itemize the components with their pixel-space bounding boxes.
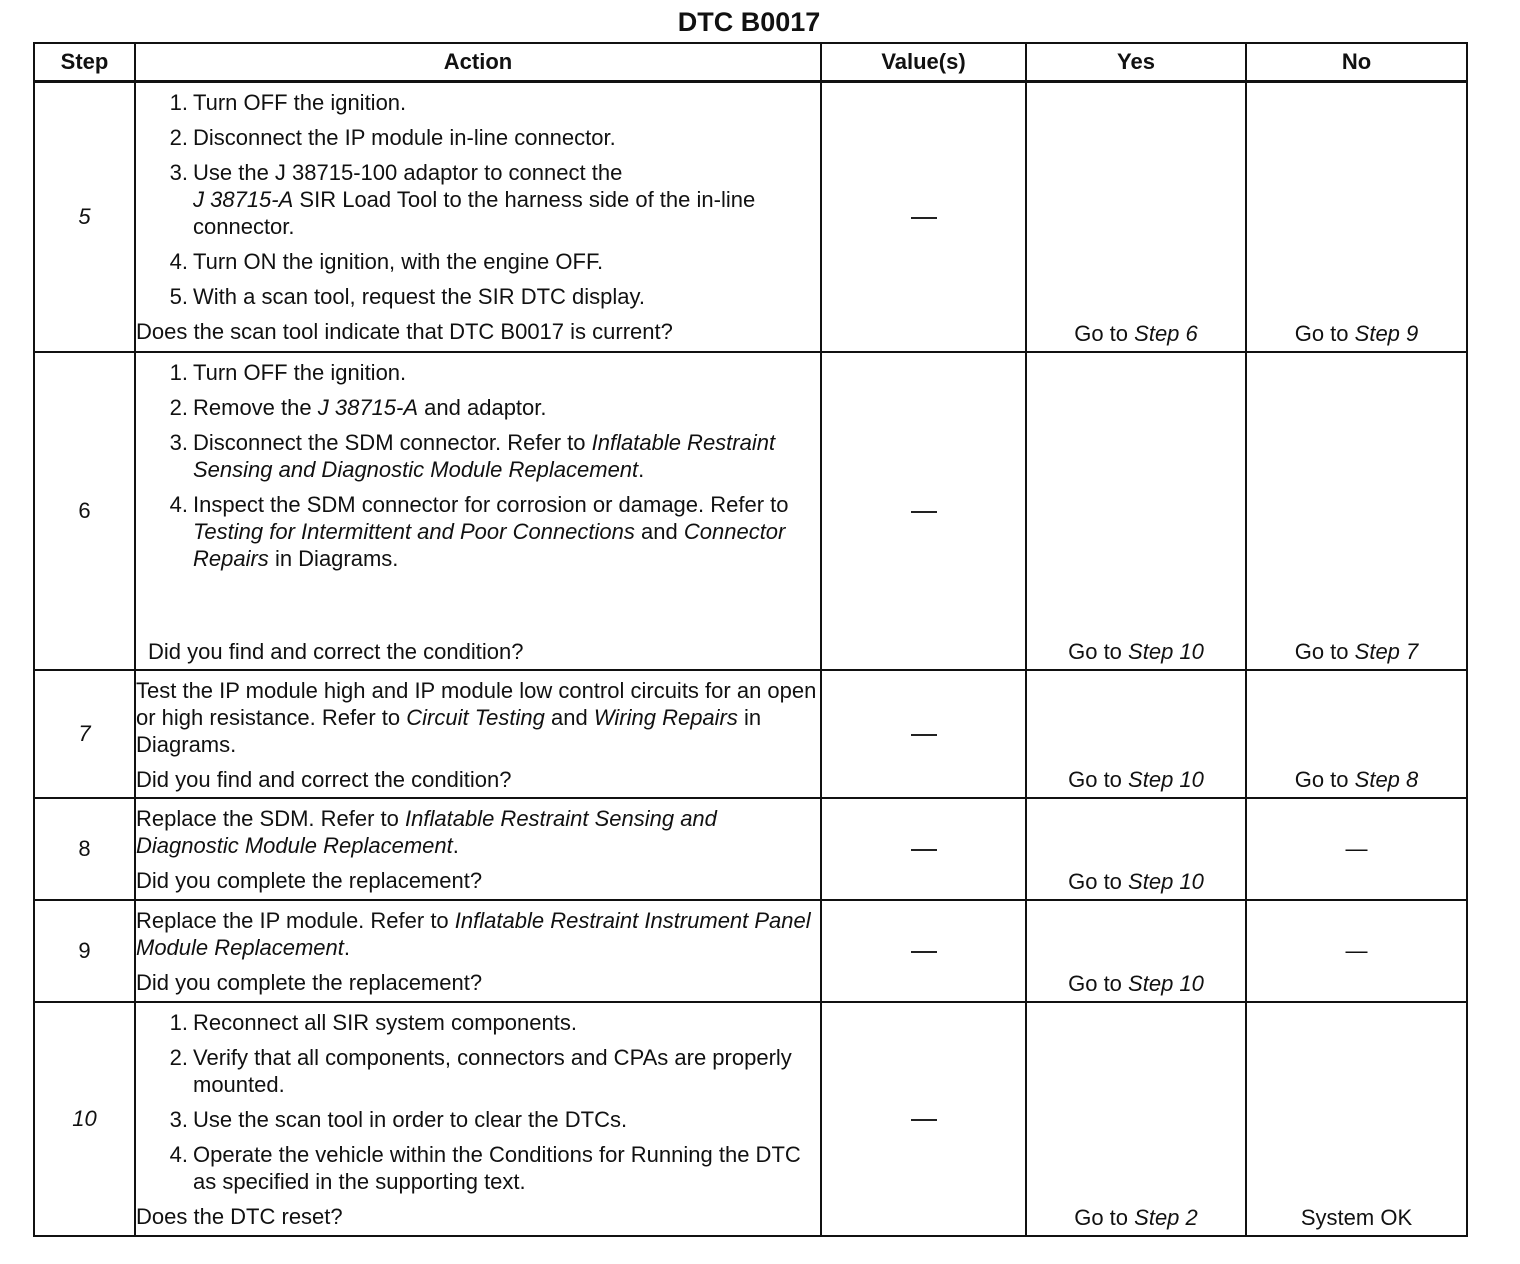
- table-row: [34, 670, 1467, 798]
- header-values: Value(s): [821, 43, 1026, 82]
- no-cell: [1246, 352, 1467, 670]
- doc-reference[interactable]: Inflatable Restraint Sensing and Diagnostic Module Replacement: [193, 429, 776, 482]
- no-goto[interactable]: Go to Step 9: [1294, 320, 1419, 346]
- action-question: Did you find and correct the condition?: [136, 766, 512, 792]
- no-result: System OK: [1300, 1204, 1413, 1230]
- list-item: 3. Disconnect the SDM connector. Refer to Inflatable Restraint Sensing and Diagnostic Module Replacement.: [169, 429, 776, 482]
- action-question: Does the DTC reset?: [136, 1203, 343, 1229]
- no-value: —: [1345, 937, 1368, 963]
- action-cell: [135, 900, 821, 1002]
- yes-goto[interactable]: Go to Step 2: [1074, 1204, 1198, 1230]
- value-cell: [821, 900, 1026, 1002]
- header-step: Step: [34, 43, 135, 82]
- action-question: Did you find and correct the condition?: [148, 638, 524, 664]
- step-cell: [34, 670, 135, 798]
- action-text: Replace the SDM. Refer to Inflatable Restraint Sensing and Diagnostic Module Replacement.: [136, 805, 717, 858]
- step-cell: [34, 900, 135, 1002]
- step-cell: [34, 82, 135, 352]
- step-cell: [34, 352, 135, 670]
- table-row: [34, 82, 1467, 352]
- list-item: 2. Verify that all components, connectors and CPAs are properly mounted.: [169, 1044, 792, 1097]
- yes-cell: [1026, 670, 1246, 798]
- diagnostic-table: [33, 42, 1468, 1237]
- action-question: Did you complete the replacement?: [136, 867, 483, 893]
- action-cell: [135, 352, 821, 670]
- step-number: 10: [72, 1105, 97, 1131]
- action-steps-list: [136, 359, 820, 572]
- action-cell: [135, 670, 821, 798]
- yes-goto[interactable]: Go to Step 6: [1074, 320, 1198, 346]
- list-item: 4. Operate the vehicle within the Conditions for Running the DTC as specified in the supporting text.: [169, 1141, 801, 1194]
- action-steps-list: [136, 89, 820, 310]
- yes-cell: [1026, 82, 1246, 352]
- header-yes: Yes: [1026, 43, 1246, 82]
- no-goto[interactable]: Go to Step 8: [1294, 766, 1419, 792]
- table-row: [34, 798, 1467, 900]
- no-goto[interactable]: Go to Step 7: [1294, 638, 1419, 664]
- step-number: 6: [78, 497, 91, 523]
- table-row: [34, 1002, 1467, 1236]
- action-text: Replace the IP module. Refer to Inflatable Restraint Instrument Panel Module Replacement.: [136, 907, 811, 960]
- doc-reference[interactable]: Wiring Repairs: [593, 704, 738, 730]
- value-cell: [821, 798, 1026, 900]
- action-cell: [135, 798, 821, 900]
- value-cell: [821, 1002, 1026, 1236]
- step-number: 8: [78, 835, 91, 861]
- list-item: 1. Turn OFF the ignition.: [169, 90, 407, 115]
- list-item: 2. Disconnect the IP module in-line connector.: [169, 125, 616, 150]
- header-no: No: [1246, 43, 1467, 82]
- yes-cell: [1026, 798, 1246, 900]
- doc-reference[interactable]: Inflatable Restraint Sensing and Diagnostic Module Replacement: [136, 805, 717, 858]
- empty-value-dash: [911, 951, 937, 953]
- header-action: Action: [135, 43, 821, 82]
- table-row: [34, 352, 1467, 670]
- step-cell: [34, 1002, 135, 1236]
- action-steps-list: [136, 1009, 820, 1195]
- action-text: Test the IP module high and IP module low control circuits for an open or high resistance. Refer to Circuit Testing and Wiring Repairs in Diagrams.: [136, 677, 817, 757]
- list-item: 5. With a scan tool, request the SIR DTC display.: [169, 284, 645, 309]
- tool-reference: J 38715-A: [193, 187, 294, 212]
- step-number: 7: [78, 720, 91, 746]
- table-header-row: [34, 43, 1467, 82]
- action-cell: [135, 1002, 821, 1236]
- empty-value-dash: [911, 511, 937, 513]
- step-cell: [34, 798, 135, 900]
- doc-reference[interactable]: Circuit Testing: [406, 704, 545, 730]
- yes-cell: [1026, 1002, 1246, 1236]
- action-question: Did you complete the replacement?: [136, 969, 483, 995]
- list-item: 1. Turn OFF the ignition.: [169, 359, 407, 385]
- yes-goto[interactable]: Go to Step 10: [1068, 638, 1204, 664]
- list-item: 4. Inspect the SDM connector for corrosion or damage. Refer to Testing for Intermittent and Poor Connections and Connector Repairs in Diagrams.: [169, 491, 789, 571]
- yes-goto[interactable]: Go to Step 10: [1068, 970, 1204, 996]
- value-cell: [821, 82, 1026, 352]
- empty-value-dash: [911, 849, 937, 851]
- no-cell: [1246, 82, 1467, 352]
- no-cell: [1246, 670, 1467, 798]
- value-cell: [821, 670, 1026, 798]
- table-row: [34, 900, 1467, 1002]
- list-item: 2. Remove the J 38715-A and adaptor.: [169, 394, 547, 420]
- no-value: —: [1345, 835, 1368, 861]
- yes-cell: [1026, 900, 1246, 1002]
- page-title: DTC B0017: [677, 7, 821, 37]
- no-cell: [1246, 900, 1467, 1002]
- empty-value-dash: [911, 1119, 937, 1121]
- action-cell: [135, 82, 821, 352]
- step-number: 5: [78, 203, 91, 229]
- doc-reference[interactable]: Connector Repairs: [193, 518, 786, 571]
- empty-value-dash: [911, 217, 937, 219]
- action-question: Does the scan tool indicate that DTC B0017 is current?: [136, 319, 673, 344]
- empty-value-dash: [911, 734, 937, 736]
- value-cell: [821, 352, 1026, 670]
- list-item: 3. Use the scan tool in order to clear the DTCs.: [169, 1106, 628, 1132]
- yes-goto[interactable]: Go to Step 10: [1068, 868, 1204, 894]
- list-item: 1. Reconnect all SIR system components.: [169, 1009, 577, 1035]
- step-number: 9: [78, 937, 91, 963]
- yes-cell: [1026, 352, 1246, 670]
- no-cell: [1246, 798, 1467, 900]
- doc-reference[interactable]: Inflatable Restraint Instrument Panel Module Replacement: [136, 907, 811, 960]
- list-item: 3. Use the J 38715-100 adaptor to connect the J 38715-A SIR Load Tool to the harness side of the in-line connector.: [169, 160, 756, 239]
- no-cell: [1246, 1002, 1467, 1236]
- list-item: 4. Turn ON the ignition, with the engine OFF.: [169, 249, 604, 274]
- doc-reference[interactable]: Testing for Intermittent and Poor Connections: [193, 518, 635, 544]
- yes-goto[interactable]: Go to Step 10: [1068, 766, 1204, 792]
